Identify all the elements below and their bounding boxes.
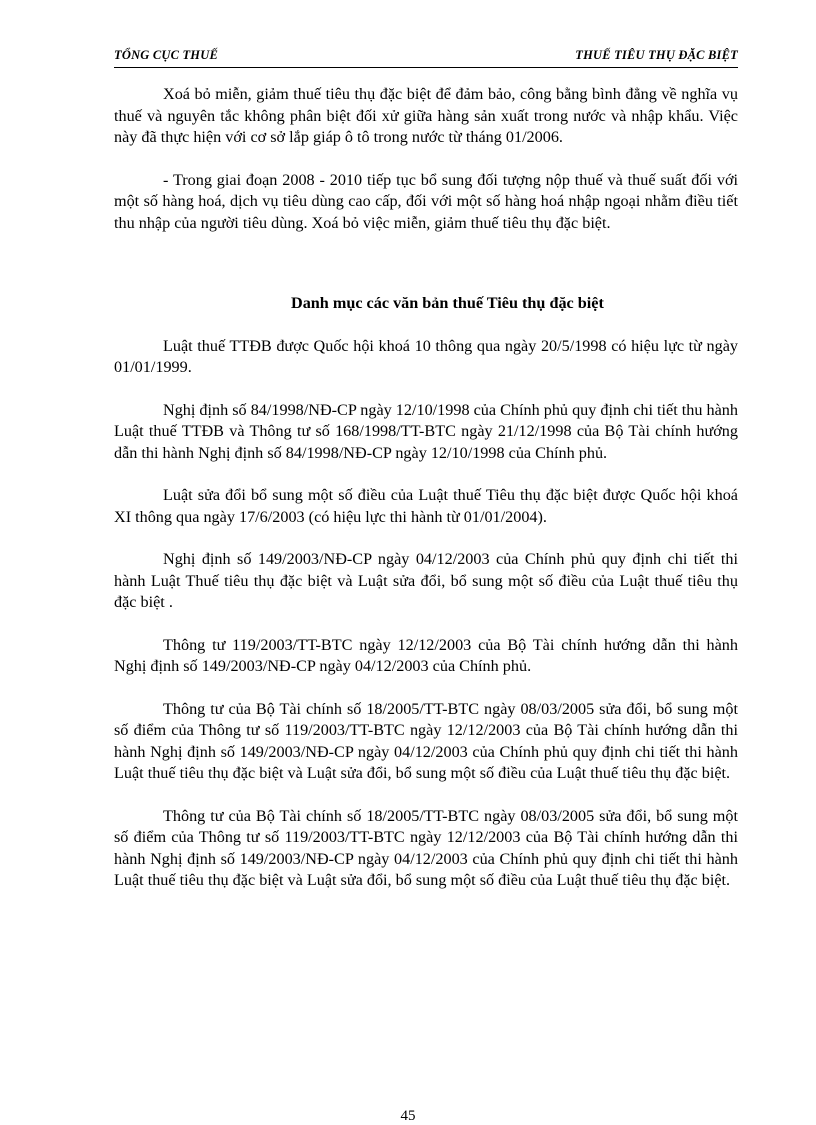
list-item-decree-84-1998: Nghị định số 84/1998/NĐ-CP ngày 12/10/1998 của Chính phủ quy định chi tiết thu hành Luật thuế TTĐB và Thông tư số 168/1998/TT-BTC ngày 21/12/1998 của Bộ Tài chính hướng dẫn thi hành Nghị định số 84/1998/NĐ-CP ngày 12/10/1998 của Chính phủ. (114, 400, 738, 462)
header-organization: TỔNG CỤC THUẾ (114, 48, 218, 62)
paragraph-2008-2010-plan: - Trong giai đoạn 2008 - 2010 tiếp tục bổ sung đối tượng nộp thuế và thuế suất đối với một số hàng hoá, dịch vụ tiêu dùng cao cấp, đối với một số hàng hoá nhập ngoại nhằm điều tiết thu nhập của người tiêu dùng. Xoá bỏ việc miễn, giảm thuế tiêu thụ đặc biệt. (114, 170, 738, 232)
list-item-law-1998: Luật thuế TTĐB được Quốc hội khoá 10 thông qua ngày 20/5/1998 có hiệu lực từ ngày 01/01/1999. (114, 336, 738, 376)
list-item-circular-18-2005-b: Thông tư của Bộ Tài chính số 18/2005/TT-BTC ngày 08/03/2005 sửa đổi, bổ sung một số điểm của Thông tư số 119/2003/TT-BTC ngày 12/12/2003 của Bộ Tài chính hướng dẫn thi hành Nghị định số 149/2003/NĐ-CP ngày 04/12/2003 của Chính phủ quy định chi tiết thi hành Luật thuế tiêu thụ đặc biệt và Luật sửa đổi, bổ sung một số điều của Luật thuế tiêu thụ đặc biệt. (114, 806, 738, 889)
page-header (114, 48, 738, 68)
section-heading: Danh mục các văn bản thuế Tiêu thụ đặc biệt (291, 294, 604, 312)
paragraph-tax-exemption-removal: Xoá bỏ miễn, giảm thuế tiêu thụ đặc biệt để đảm bảo, công bằng bình đẳng về nghĩa vụ thuế và nguyên tắc không phân biệt đối xử giữa hàng sản xuất trong nước và nhập khẩu. Việc này đã thực hiện với cơ sở lắp giáp ô tô trong nước từ tháng 01/2006. (114, 85, 738, 146)
list-item-decree-149-2003: Nghị định số 149/2003/NĐ-CP ngày 04/12/2003 của Chính phủ quy định chi tiết thi hành Luật Thuế tiêu thụ đặc biệt và Luật sửa đổi, bổ sung một số điều của Luật thuế tiêu thụ đặc biệt . (114, 550, 738, 611)
page-number: 45 (400, 1108, 416, 1124)
page-body (114, 84, 738, 913)
list-item-circular-119-2003: Thông tư 119/2003/TT-BTC ngày 12/12/2003 của Bộ Tài chính hướng dẫn thi hành Nghị định số 149/2003/NĐ-CP ngày 04/12/2003 của Chính phủ. (114, 635, 738, 675)
header-divider (114, 67, 738, 68)
header-chapter-title: THUẾ TIÊU THỤ ĐẶC BIỆT (575, 48, 738, 62)
list-item-circular-18-2005-a: Thông tư của Bộ Tài chính số 18/2005/TT-BTC ngày 08/03/2005 sửa đổi, bổ sung một số điểm của Thông tư số 119/2003/TT-BTC ngày 12/12/2003 của Bộ Tài chính hướng dẫn thi hành Nghị định số 149/2003/NĐ-CP ngày 04/12/2003 của Chính phủ quy định chi tiết thi hành Luật thuế tiêu thụ đặc biệt và Luật sửa đổi, bổ sung một số điều của Luật thuế tiêu thụ đặc biệt. (114, 699, 738, 782)
list-item-amended-law-2003: Luật sửa đổi bổ sung một số điều của Luật thuế Tiêu thụ đặc biệt được Quốc hội khoá XI thông qua ngày 17/6/2003 (có hiệu lực thi hành từ 01/01/2004). (114, 486, 738, 526)
